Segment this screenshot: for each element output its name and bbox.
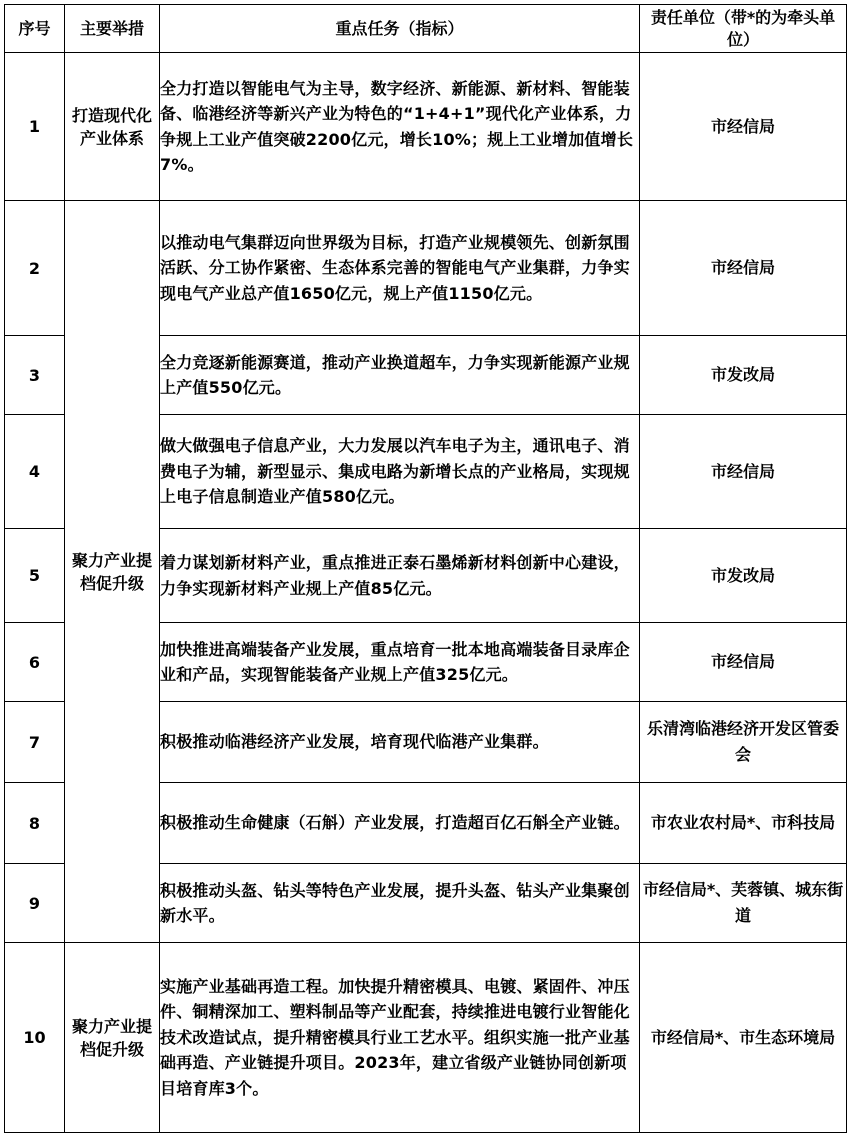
table-row — [5, 53, 847, 201]
row-number: 1 — [5, 53, 65, 201]
task-cell: 全力竞逐新能源赛道，推动产业换道超车，力争实现新能源产业规上产值550亿元。 — [160, 336, 640, 415]
task-cell: 积极推动生命健康（石斛）产业发展，打造超百亿石斛全产业链。 — [160, 783, 640, 864]
unit-cell: 市经信局 — [640, 623, 847, 702]
unit-cell: 市经信局*、芙蓉镇、城东街道 — [640, 864, 847, 943]
measure-cell: 打造现代化产业体系 — [65, 53, 160, 201]
task-table — [4, 4, 847, 1133]
measure-cell: 聚力产业提档促升级 — [65, 201, 160, 943]
header-unit: 责任单位（带*的为牵头单位） — [640, 5, 847, 53]
header-task: 重点任务（指标） — [160, 5, 640, 53]
row-number: 10 — [5, 943, 65, 1133]
task-cell: 积极推动临港经济产业发展，培育现代临港产业集群。 — [160, 702, 640, 783]
row-number: 5 — [5, 529, 65, 623]
task-cell: 以推动电气集群迈向世界级为目标，打造产业规模领先、创新氛围活跃、分工协作紧密、生态体系完善的智能电气产业集群，力争实现电气产业总产值1650亿元，规上产值1150亿元。 — [160, 201, 640, 336]
header-row — [5, 5, 847, 53]
task-cell: 加快推进高端装备产业发展，重点培育一批本地高端装备目录库企业和产品，实现智能装备产业规上产值325亿元。 — [160, 623, 640, 702]
row-number: 7 — [5, 702, 65, 783]
row-number: 2 — [5, 201, 65, 336]
unit-cell: 乐清湾临港经济开发区管委会 — [640, 702, 847, 783]
row-number: 6 — [5, 623, 65, 702]
task-cell: 做大做强电子信息产业，大力发展以汽车电子为主，通讯电子、消费电子为辅，新型显示、集成电路为新增长点的产业格局，实现规上电子信息制造业产值580亿元。 — [160, 415, 640, 529]
measure-cell: 聚力产业提档促升级 — [65, 943, 160, 1133]
task-cell: 着力谋划新材料产业，重点推进正泰石墨烯新材料创新中心建设，力争实现新材料产业规上产值85亿元。 — [160, 529, 640, 623]
task-cell: 积极推动头盔、钻头等特色产业发展，提升头盔、钻头产业集聚创新水平。 — [160, 864, 640, 943]
task-cell: 实施产业基础再造工程。加快提升精密模具、电镀、紧固件、冲压件、铜精深加工、塑料制品等产业配套，持续推进电镀行业智能化技术改造试点，提升精密模具行业工艺水平。组织实施一批产业基础再造、产业链提升项目。2023年，建立省级产业链协同创新项目培育库3个。 — [160, 943, 640, 1133]
row-number: 3 — [5, 336, 65, 415]
table-row — [5, 201, 847, 336]
unit-cell: 市农业农村局*、市科技局 — [640, 783, 847, 864]
table-row — [5, 943, 847, 1133]
task-cell: 全力打造以智能电气为主导，数字经济、新能源、新材料、智能装备、临港经济等新兴产业为特色的“1+4+1”现代化产业体系，力争规上工业产值突破2200亿元，增长10%；规上工业增加值增长7%。 — [160, 53, 640, 201]
unit-cell: 市经信局 — [640, 53, 847, 201]
row-number: 9 — [5, 864, 65, 943]
header-measure: 主要举措 — [65, 5, 160, 53]
row-number: 4 — [5, 415, 65, 529]
unit-cell: 市经信局*、市生态环境局 — [640, 943, 847, 1133]
row-number: 8 — [5, 783, 65, 864]
unit-cell: 市发改局 — [640, 529, 847, 623]
unit-cell: 市经信局 — [640, 415, 847, 529]
unit-cell: 市发改局 — [640, 336, 847, 415]
header-no: 序号 — [5, 5, 65, 53]
unit-cell: 市经信局 — [640, 201, 847, 336]
